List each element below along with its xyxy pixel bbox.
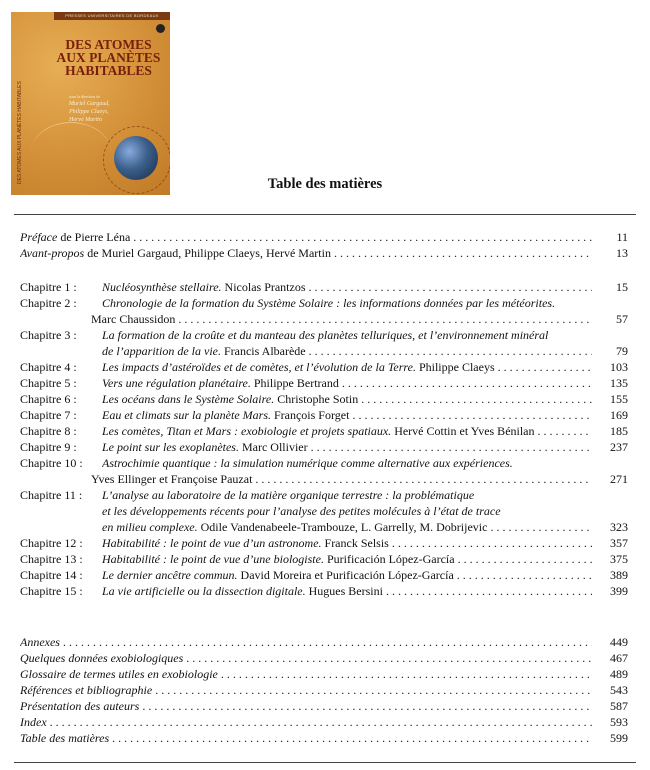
page-number: 449 bbox=[610, 635, 628, 649]
entry-author: Philippe Bertrand bbox=[250, 376, 339, 390]
page-number: 399 bbox=[610, 584, 628, 598]
entry-text bbox=[102, 535, 592, 551]
chapter-label: Chapitre 2 : bbox=[20, 296, 77, 310]
entry-title: en milieu complexe. bbox=[102, 520, 198, 534]
entry-title: Glossaire de termes utiles en exobiologie bbox=[20, 667, 218, 681]
page-number: 357 bbox=[610, 536, 628, 550]
entry-text bbox=[102, 359, 592, 375]
entry-text bbox=[102, 551, 592, 567]
toc-line bbox=[20, 634, 628, 650]
entry-text bbox=[102, 391, 592, 407]
page-number: 135 bbox=[610, 376, 628, 390]
entry-text bbox=[91, 311, 592, 327]
toc-line bbox=[20, 455, 628, 471]
chapter-label: Chapitre 10 : bbox=[20, 456, 83, 470]
entry-text bbox=[102, 327, 592, 343]
cover-swirl-decoration bbox=[31, 122, 111, 183]
entry-text bbox=[102, 343, 592, 359]
entry-text bbox=[20, 245, 592, 261]
entry-text bbox=[102, 407, 592, 423]
entry-text bbox=[102, 567, 592, 583]
entry-title: Références et bibliographie bbox=[20, 683, 153, 697]
entry-title: Les impacts d’astéroïdes et de comètes, et l’évolution de la Terre. bbox=[102, 360, 416, 374]
toc-line bbox=[20, 666, 628, 682]
entry-text bbox=[20, 650, 592, 666]
entry-title: de l’apparition de la vie. bbox=[102, 344, 221, 358]
toc-line bbox=[20, 295, 628, 311]
entry-author: Odile Vandenabeele-Trambouze, L. Garrelly, M. Dobrijevic bbox=[197, 520, 488, 534]
cover-title bbox=[51, 38, 166, 77]
chapter-label: Chapitre 5 : bbox=[20, 376, 77, 390]
toc-line bbox=[20, 407, 628, 423]
entry-text bbox=[20, 730, 592, 746]
entry-text bbox=[102, 295, 592, 311]
bottom-rule bbox=[14, 762, 636, 763]
toc-line bbox=[20, 730, 628, 746]
entry-text bbox=[102, 487, 592, 503]
entry-title: Nucléosynthèse stellaire. bbox=[102, 280, 222, 294]
toc-line bbox=[20, 650, 628, 666]
toc-line bbox=[20, 551, 628, 567]
toc-line bbox=[20, 519, 628, 535]
book-cover bbox=[11, 12, 170, 195]
page-number: 237 bbox=[610, 440, 628, 454]
entry-title: Présentation des auteurs bbox=[20, 699, 140, 713]
page-number: 79 bbox=[616, 344, 628, 358]
entry-text bbox=[20, 682, 592, 698]
page-number: 57 bbox=[616, 312, 628, 326]
entry-text bbox=[20, 634, 592, 650]
entry-title: Quelques données exobiologiques bbox=[20, 651, 184, 665]
entry-title: Annexes bbox=[20, 635, 60, 649]
entry-title: Le point sur les exoplanètes. bbox=[102, 440, 239, 454]
cover-editor: Philippe Claeys, bbox=[69, 109, 109, 115]
entry-author: Nicolas Prantzos bbox=[221, 280, 306, 294]
toc-line bbox=[20, 375, 628, 391]
chapter-label: Chapitre 12 : bbox=[20, 536, 83, 550]
toc-line bbox=[20, 583, 628, 599]
cover-publisher: PRESSES UNIVERSITAIRES DE BORDEAUX bbox=[54, 12, 170, 20]
entry-author: Francis Albarède bbox=[220, 344, 306, 358]
entry-title: La vie artificielle ou la dissection digitale. bbox=[102, 584, 306, 598]
toc-line bbox=[20, 535, 628, 551]
page-number: 13 bbox=[616, 246, 628, 260]
entry-text bbox=[20, 666, 592, 682]
page-number: 15 bbox=[616, 280, 628, 294]
entry-text bbox=[102, 455, 592, 471]
page-number: 169 bbox=[610, 408, 628, 422]
chapter-label: Chapitre 4 : bbox=[20, 360, 77, 374]
page-number: 323 bbox=[610, 520, 628, 534]
entry-title: La formation de la croûte et du manteau des planètes telluriques, et l’environnement minéral bbox=[102, 328, 549, 342]
entry-author: Yves Ellinger et Françoise Pauzat bbox=[91, 472, 253, 486]
chapter-label: Chapitre 15 : bbox=[20, 584, 83, 598]
cover-title-line: AUX PLANÈTES bbox=[56, 50, 161, 65]
toc-line bbox=[20, 279, 628, 295]
entry-author: Marc Chaussidon bbox=[91, 312, 176, 326]
page-number: 185 bbox=[610, 424, 628, 438]
entry-text bbox=[91, 471, 592, 487]
entry-author: Hervé Cottin et Yves Bénilan bbox=[391, 424, 535, 438]
chapter-label: Chapitre 14 : bbox=[20, 568, 83, 582]
publisher-logo-icon bbox=[156, 24, 165, 33]
entry-title: Vers une régulation planétaire. bbox=[102, 376, 251, 390]
cover-spine-text: DES ATOMES AUX PLANÈTES HABITABLES bbox=[17, 81, 23, 184]
entry-author: Christophe Sotin bbox=[274, 392, 359, 406]
entry-author: Purificación López-García bbox=[323, 552, 455, 566]
entry-title: Habitabilité : le point de vue d’un astronome. bbox=[102, 536, 322, 550]
toc-line bbox=[20, 567, 628, 583]
entry-title: Astrochimie quantique : la simulation numérique comme alternative aux expériences. bbox=[102, 456, 513, 470]
entry-title: Eau et climats sur la planète Mars. bbox=[102, 408, 271, 422]
chapter-label: Chapitre 1 : bbox=[20, 280, 77, 294]
chapter-label: Chapitre 3 : bbox=[20, 328, 77, 342]
cover-editor-intro: sous la direction de bbox=[69, 94, 100, 99]
toc-line bbox=[20, 245, 628, 261]
toc-line bbox=[20, 229, 628, 245]
toc-line bbox=[20, 343, 628, 359]
entry-author: de Muriel Gargaud, Philippe Claeys, Hervé Martin bbox=[84, 246, 331, 260]
entry-title: Chronologie de la formation du Système Solaire : les informations données par les météorites. bbox=[102, 296, 556, 310]
page-number: 155 bbox=[610, 392, 628, 406]
entry-text bbox=[102, 519, 592, 535]
toc-title: Table des matières bbox=[267, 176, 383, 192]
cover-title-line: HABITABLES bbox=[65, 63, 152, 78]
entry-title: Le dernier ancêtre commun. bbox=[102, 568, 238, 582]
page-number: 271 bbox=[610, 472, 628, 486]
toc-line bbox=[20, 698, 628, 714]
toc-line bbox=[20, 682, 628, 698]
chapter-label: Chapitre 9 : bbox=[20, 440, 77, 454]
chapter-label: Chapitre 6 : bbox=[20, 392, 77, 406]
entry-author: Marc Ollivier bbox=[238, 440, 308, 454]
page-number: 375 bbox=[610, 552, 628, 566]
page-number: 593 bbox=[610, 715, 628, 729]
entry-title: Table des matières bbox=[20, 731, 110, 745]
toc-line bbox=[20, 487, 628, 503]
planet-icon bbox=[114, 136, 158, 180]
cover-editor: Hervé Martin bbox=[69, 117, 102, 123]
entry-text bbox=[102, 423, 592, 439]
entry-author: François Forget bbox=[270, 408, 350, 422]
entry-title: et les développements récents pour l’analyse des petites molécules à l’état de trace bbox=[102, 504, 501, 518]
toc-line bbox=[20, 714, 628, 730]
toc-line bbox=[20, 391, 628, 407]
page-number: 599 bbox=[610, 731, 628, 745]
entry-title: Les océans dans le Système Solaire. bbox=[102, 392, 275, 406]
entry-author: Philippe Claeys bbox=[415, 360, 495, 374]
entry-author: Hugues Bersini bbox=[305, 584, 383, 598]
entry-text bbox=[20, 229, 592, 245]
toc-line bbox=[20, 423, 628, 439]
toc-line bbox=[20, 439, 628, 455]
page-number: 389 bbox=[610, 568, 628, 582]
entry-text bbox=[20, 698, 592, 714]
entry-text bbox=[102, 375, 592, 391]
cover-editor: Muriel Gargaud, bbox=[69, 101, 110, 107]
entry-author: David Moreira et Purificación López-García bbox=[237, 568, 454, 582]
page-number: 103 bbox=[610, 360, 628, 374]
entry-title: Les comètes, Titan et Mars : exobiologie et projets spatiaux. bbox=[102, 424, 392, 438]
chapter-label: Chapitre 7 : bbox=[20, 408, 77, 422]
page-number: 587 bbox=[610, 699, 628, 713]
cover-title-line: DES ATOMES bbox=[65, 37, 152, 52]
toc-line bbox=[20, 471, 628, 487]
page-number: 467 bbox=[610, 651, 628, 665]
entry-author: Franck Selsis bbox=[321, 536, 389, 550]
toc-line bbox=[20, 311, 628, 327]
chapter-label: Chapitre 13 : bbox=[20, 552, 83, 566]
entry-text bbox=[102, 279, 592, 295]
toc-line bbox=[20, 503, 628, 519]
entry-title: Habitabilité : le point de vue d’une biologiste. bbox=[102, 552, 324, 566]
entry-text bbox=[102, 503, 592, 519]
entry-text bbox=[102, 583, 592, 599]
entry-title: Avant-propos bbox=[20, 246, 85, 260]
entry-text bbox=[102, 439, 592, 455]
entry-title: L’analyse au laboratoire de la matière organique terrestre : la problématique bbox=[102, 488, 475, 502]
toc-line bbox=[20, 359, 628, 375]
page-number: 11 bbox=[616, 230, 628, 244]
entry-title: Préface bbox=[20, 230, 58, 244]
toc-line bbox=[20, 327, 628, 343]
page-number: 543 bbox=[610, 683, 628, 697]
entry-text bbox=[20, 714, 592, 730]
chapter-label: Chapitre 8 : bbox=[20, 424, 77, 438]
page-number: 489 bbox=[610, 667, 628, 681]
cover-editors bbox=[69, 94, 159, 124]
chapter-label: Chapitre 11 : bbox=[20, 488, 83, 502]
top-rule bbox=[14, 214, 636, 215]
entry-title: Index bbox=[20, 715, 47, 729]
entry-author: de Pierre Léna bbox=[57, 230, 131, 244]
